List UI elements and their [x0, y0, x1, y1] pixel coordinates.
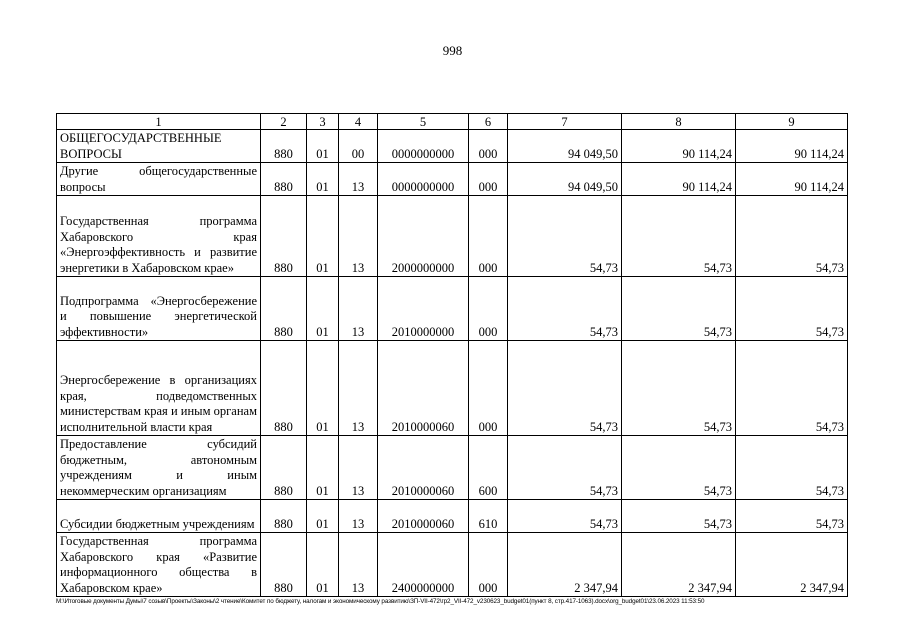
cell-subsection: 13	[339, 533, 378, 597]
cell-section: 01	[307, 533, 339, 597]
cell-admin-code: 880	[261, 196, 307, 277]
cell-subsection: 13	[339, 277, 378, 341]
table-row	[57, 500, 848, 533]
row-name: Другие общегосударственные вопросы	[57, 163, 261, 196]
cell-admin-code: 880	[261, 341, 307, 436]
cell-target-article: 0000000000	[378, 163, 469, 196]
cell-target-article: 2400000000	[378, 533, 469, 597]
cell-subsection: 13	[339, 196, 378, 277]
column-header-row	[57, 114, 848, 130]
cell-amount-col8: 54,73	[622, 500, 736, 533]
row-name: Субсидии бюджетным учреждениям	[57, 500, 261, 533]
row-name: ОБЩЕГОСУДАРСТВЕННЫЕ ВОПРОСЫ	[57, 130, 261, 163]
cell-subsection: 00	[339, 130, 378, 163]
cell-section: 01	[307, 196, 339, 277]
cell-expense-type: 000	[469, 533, 508, 597]
row-name: Предоставление субсидий бюджетным, автономным учреждениям и иным некоммерческим организациям	[57, 436, 261, 500]
column-header: 9	[736, 114, 848, 130]
cell-target-article: 2010000060	[378, 500, 469, 533]
cell-amount-col7: 54,73	[508, 341, 622, 436]
column-header: 8	[622, 114, 736, 130]
column-header: 5	[378, 114, 469, 130]
cell-amount-col8: 2 347,94	[622, 533, 736, 597]
cell-expense-type: 600	[469, 436, 508, 500]
cell-expense-type: 000	[469, 196, 508, 277]
file-path-footer: М:\Итоговые документы Думы\7 созыв\Проекты\Законы\2 чтение\Комитет по бюджету, налогам и экономическому развитию\ЗП-VII-472\гр2_VII-472_v230623_budget01(пункт 8, стр.417-1063).docx\org_budget01\23.06.2023 11:53:50	[56, 598, 705, 605]
column-header: 4	[339, 114, 378, 130]
table-row	[57, 341, 848, 436]
column-header: 3	[307, 114, 339, 130]
cell-amount-col7: 54,73	[508, 277, 622, 341]
cell-amount-col7: 54,73	[508, 500, 622, 533]
cell-expense-type: 000	[469, 130, 508, 163]
cell-section: 01	[307, 341, 339, 436]
cell-admin-code: 880	[261, 163, 307, 196]
cell-amount-col9: 54,73	[736, 500, 848, 533]
table-row	[57, 130, 848, 163]
column-header: 6	[469, 114, 508, 130]
cell-amount-col8: 54,73	[622, 436, 736, 500]
cell-amount-col7: 2 347,94	[508, 533, 622, 597]
row-name: Подпрограмма «Энергосбережение и повышение энергетической эффективности»	[57, 277, 261, 341]
column-header: 2	[261, 114, 307, 130]
cell-subsection: 13	[339, 163, 378, 196]
cell-section: 01	[307, 277, 339, 341]
cell-target-article: 2010000060	[378, 341, 469, 436]
budget-table	[56, 113, 848, 597]
cell-target-article: 2000000000	[378, 196, 469, 277]
cell-section: 01	[307, 436, 339, 500]
cell-target-article: 0000000000	[378, 130, 469, 163]
table-row	[57, 533, 848, 597]
page-number: 998	[442, 43, 463, 58]
cell-admin-code: 880	[261, 130, 307, 163]
cell-amount-col9: 54,73	[736, 341, 848, 436]
cell-amount-col8: 54,73	[622, 341, 736, 436]
cell-amount-col7: 94 049,50	[508, 163, 622, 196]
table-row	[57, 277, 848, 341]
cell-subsection: 13	[339, 500, 378, 533]
row-name: Государственная программа Хабаровского края «Энергоэффективность и развитие энергетики в Хабаровском крае»	[57, 196, 261, 277]
column-header: 7	[508, 114, 622, 130]
cell-expense-type: 000	[469, 163, 508, 196]
cell-target-article: 2010000060	[378, 436, 469, 500]
cell-amount-col9: 54,73	[736, 436, 848, 500]
cell-amount-col7: 54,73	[508, 436, 622, 500]
cell-amount-col9: 54,73	[736, 196, 848, 277]
cell-admin-code: 880	[261, 533, 307, 597]
cell-expense-type: 000	[469, 341, 508, 436]
column-header: 1	[57, 114, 261, 130]
cell-amount-col8: 90 114,24	[622, 130, 736, 163]
table-row	[57, 196, 848, 277]
cell-amount-col9: 54,73	[736, 277, 848, 341]
cell-amount-col8: 90 114,24	[622, 163, 736, 196]
row-name: Государственная программа Хабаровского края «Развитие информационного общества в Хабаровском крае»	[57, 533, 261, 597]
cell-admin-code: 880	[261, 500, 307, 533]
cell-amount-col8: 54,73	[622, 277, 736, 341]
cell-subsection: 13	[339, 436, 378, 500]
cell-section: 01	[307, 500, 339, 533]
cell-amount-col9: 90 114,24	[736, 130, 848, 163]
cell-target-article: 2010000000	[378, 277, 469, 341]
cell-amount-col9: 2 347,94	[736, 533, 848, 597]
cell-expense-type: 000	[469, 277, 508, 341]
cell-section: 01	[307, 130, 339, 163]
cell-admin-code: 880	[261, 277, 307, 341]
row-name: Энергосбережение в организациях края, подведомственных министерствам края и иным органам исполнительной власти края	[57, 341, 261, 436]
cell-admin-code: 880	[261, 436, 307, 500]
cell-section: 01	[307, 163, 339, 196]
cell-amount-col9: 90 114,24	[736, 163, 848, 196]
table-row	[57, 436, 848, 500]
cell-amount-col7: 94 049,50	[508, 130, 622, 163]
cell-subsection: 13	[339, 341, 378, 436]
cell-amount-col8: 54,73	[622, 196, 736, 277]
table-row	[57, 163, 848, 196]
cell-amount-col7: 54,73	[508, 196, 622, 277]
cell-expense-type: 610	[469, 500, 508, 533]
